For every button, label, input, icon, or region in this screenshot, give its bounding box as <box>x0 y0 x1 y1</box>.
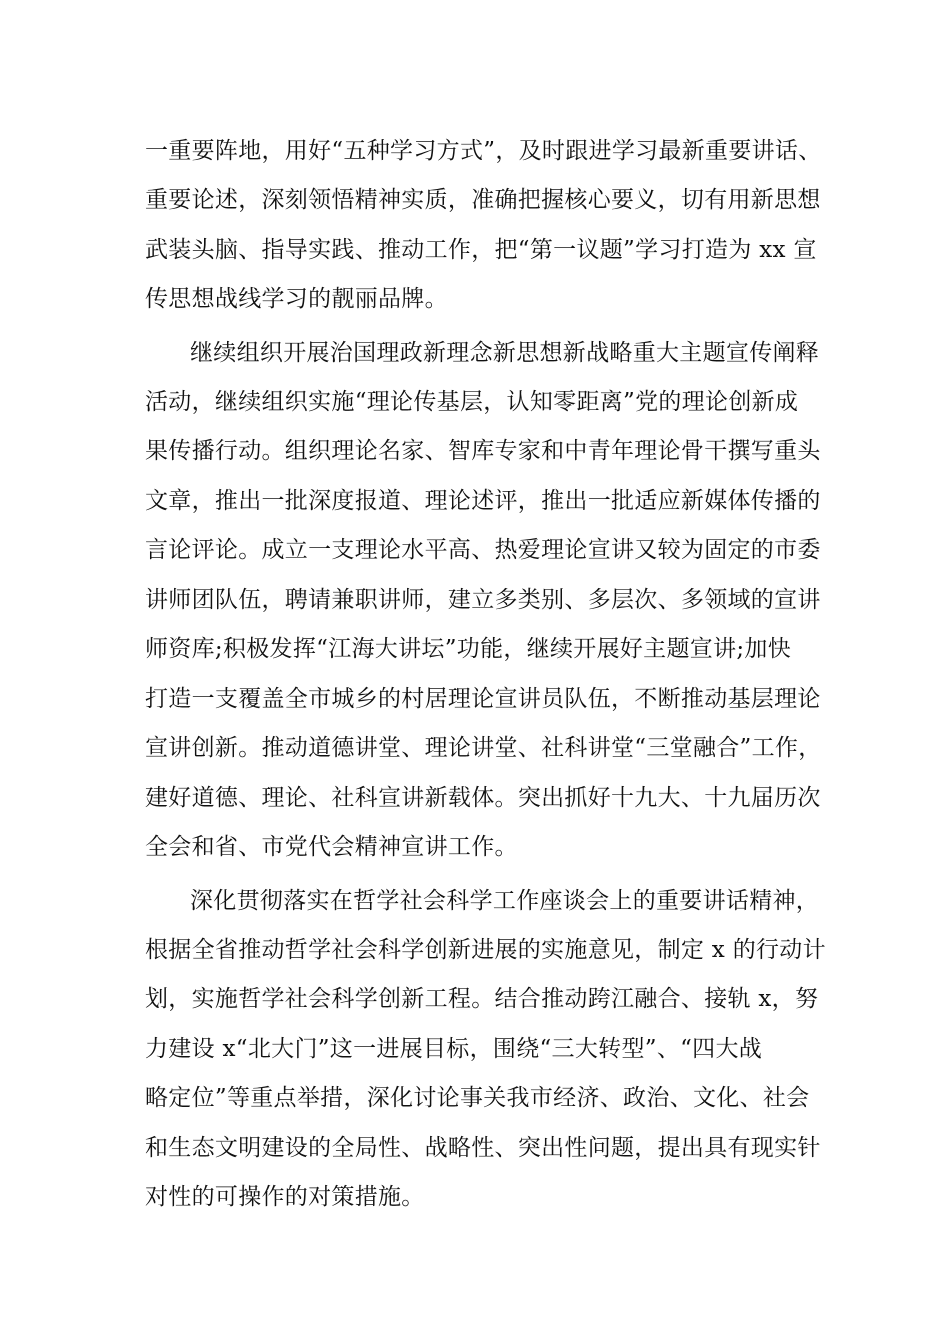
paragraph-line: 文章，推出一批深度报道、理论述评，推出一批适应新媒体传播的 <box>145 488 821 514</box>
paragraph-line: 深化贯彻落实在哲学社会科学工作座谈会上的重要讲话精神， <box>190 888 820 914</box>
paragraph-line: 略定位”等重点举措，深化讨论事关我市经济、政治、文化、社会 <box>145 1085 810 1111</box>
paragraph-line: 重要论述，深刻领悟精神实质，准确把握核心要义，切有用新思想 <box>145 187 821 213</box>
paragraph-line: 打造一支覆盖全市城乡的村居理论宣讲员队伍，不断推动基层理论 <box>145 686 821 712</box>
paragraph-line: 根据全省推动哲学社会科学创新进展的实施意见，制定 x 的行动计 <box>145 937 826 963</box>
paragraph-line: 宣讲创新。推动道德讲堂、理论讲堂、社科讲堂“三堂融合”工作， <box>145 735 822 761</box>
paragraph-line: 传思想战线学习的靓丽品牌。 <box>145 286 448 312</box>
paragraph-line: 和生态文明建设的全局性、战略性、突出性问题，提出具有现实针 <box>145 1135 821 1161</box>
paragraph-line: 武装头脑、指导实践、推动工作，把“第一议题”学习打造为 xx 宣 <box>145 237 817 263</box>
paragraph-line: 一重要阵地，用好“五种学习方式”，及时跟进学习最新重要讲话、 <box>145 138 822 164</box>
paragraph-line: 全会和省、市党代会精神宣讲工作。 <box>145 834 518 860</box>
paragraph-line: 划，实施哲学社会科学创新工程。结合推动跨江融合、接轨 x，努 <box>145 986 819 1012</box>
paragraph-line: 讲师团队伍，聘请兼职讲师，建立多类别、多层次、多领域的宣讲 <box>145 587 821 613</box>
paragraph-line: 继续组织开展治国理政新理念新思想新战略重大主题宣传阐释 <box>190 340 820 366</box>
paragraph-line: 师资库;积极发挥“江海大讲坛”功能，继续开展好主题宣讲;加快 <box>145 636 792 662</box>
paragraph-line: 建好道德、理论、社科宣讲新载体。突出抓好十九大、十九届历次 <box>145 785 821 811</box>
paragraph-line: 言论评论。成立一支理论水平高、热爱理论宣讲又较为固定的市委 <box>145 537 821 563</box>
paragraph-line: 对性的可操作的对策措施。 <box>145 1184 425 1210</box>
paragraph-line: 活动，继续组织实施“理论传基层，认知零距离”党的理论创新成 <box>145 389 799 415</box>
paragraph-line: 力建设 x“北大门”这一进展目标，围绕“三大转型”、“四大战 <box>145 1036 763 1062</box>
paragraph-line: 果传播行动。组织理论名家、智库专家和中青年理论骨干撰写重头 <box>145 438 821 464</box>
